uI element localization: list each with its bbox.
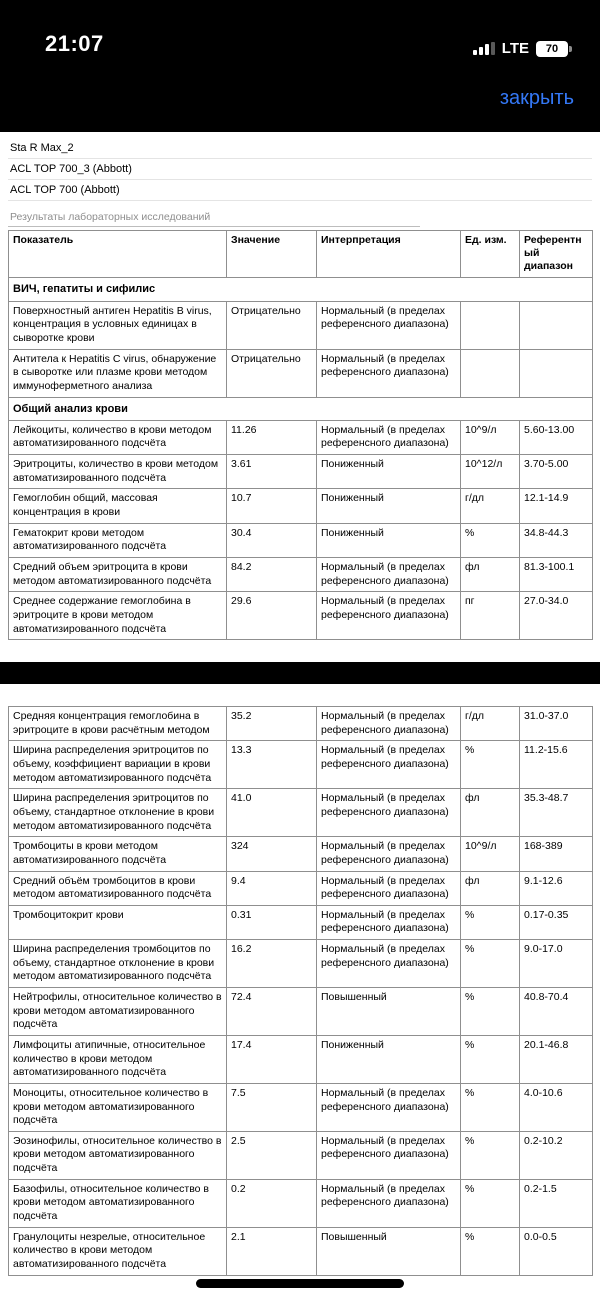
result-row	[9, 871, 593, 905]
status-time: 21:07	[45, 31, 104, 56]
section-title: Общий анализ крови	[9, 397, 593, 420]
range-cell: 9.1-12.6	[520, 871, 593, 905]
nav-bar	[0, 65, 600, 132]
unit-cell: 10^9/л	[461, 837, 520, 871]
range-cell: 20.1-46.8	[520, 1035, 593, 1083]
interpretation-cell: Повышенный	[317, 1227, 461, 1275]
interpretation-cell: Нормальный (в пределах референсного диапазона)	[317, 1179, 461, 1227]
interpretation-cell: Нормальный (в пределах референсного диапазона)	[317, 871, 461, 905]
param-cell: Нейтрофилы, относительное количество в крови методом автоматизированного подсчёта	[9, 988, 227, 1036]
unit-cell	[461, 349, 520, 397]
param-cell: Гематокрит крови методом автоматизированного подсчёта	[9, 523, 227, 557]
table-header-row	[9, 231, 593, 278]
interpretation-cell: Нормальный (в пределах референсного диапазона)	[317, 301, 461, 349]
result-row	[9, 420, 593, 454]
results-table-page1	[8, 230, 593, 640]
param-cell: Средний объём тромбоцитов в крови методом автоматизированного подсчёта	[9, 871, 227, 905]
range-cell: 31.0-37.0	[520, 707, 593, 741]
result-row	[9, 557, 593, 591]
home-indicator[interactable]	[196, 1279, 404, 1288]
unit-cell: %	[461, 940, 520, 988]
unit-cell: фл	[461, 557, 520, 591]
value-cell: 16.2	[227, 940, 317, 988]
unit-cell	[461, 301, 520, 349]
col-header-reference-range: Референтный диапазон	[520, 231, 593, 278]
analyzer-item: ACL TOP 700_3 (Abbott)	[8, 159, 592, 180]
range-cell: 9.0-17.0	[520, 940, 593, 988]
unit-cell: %	[461, 988, 520, 1036]
value-cell: 13.3	[227, 741, 317, 789]
param-cell: Гемоглобин общий, массовая концентрация в крови	[9, 489, 227, 523]
param-cell: Моноциты, относительное количество в крови методом автоматизированного подсчёта	[9, 1083, 227, 1131]
unit-cell: пг	[461, 592, 520, 640]
range-cell: 40.8-70.4	[520, 988, 593, 1036]
status-bar	[0, 0, 600, 65]
value-cell: 41.0	[227, 789, 317, 837]
value-cell: 3.61	[227, 455, 317, 489]
param-cell: Антитела к Hepatitis C virus, обнаружение в сыворотке или плазме крови методом иммуноферметного анализа	[9, 349, 227, 397]
unit-cell: г/дл	[461, 489, 520, 523]
interpretation-cell: Нормальный (в пределах референсного диапазона)	[317, 592, 461, 640]
section-title: ВИЧ, гепатиты и сифилис	[9, 278, 593, 301]
param-cell: Базофилы, относительное количество в крови методом автоматизированного подсчёта	[9, 1179, 227, 1227]
result-row	[9, 741, 593, 789]
interpretation-cell: Нормальный (в пределах референсного диапазона)	[317, 707, 461, 741]
interpretation-cell: Пониженный	[317, 1035, 461, 1083]
value-cell: 2.1	[227, 1227, 317, 1275]
result-row	[9, 1083, 593, 1131]
battery-percent: 70	[545, 42, 559, 55]
unit-cell: %	[461, 1179, 520, 1227]
interpretation-cell: Нормальный (в пределах референсного диапазона)	[317, 940, 461, 988]
interpretation-cell: Нормальный (в пределах референсного диапазона)	[317, 837, 461, 871]
result-row	[9, 301, 593, 349]
unit-cell: %	[461, 905, 520, 939]
param-cell: Поверхностный антиген Hepatitis B virus, концентрация в условных единицах в сыворотке крови	[9, 301, 227, 349]
result-row	[9, 707, 593, 741]
param-cell: Тромбоциты в крови методом автоматизированного подсчёта	[9, 837, 227, 871]
range-cell: 81.3-100.1	[520, 557, 593, 591]
results-table-page2	[8, 706, 593, 1275]
value-cell: 2.5	[227, 1131, 317, 1179]
param-cell: Эозинофилы, относительное количество в крови методом автоматизированного подсчёта	[9, 1131, 227, 1179]
interpretation-cell: Нормальный (в пределах референсного диапазона)	[317, 905, 461, 939]
param-cell: Среднее содержание гемоглобина в эритроците в крови методом автоматизированного подсчёта	[9, 592, 227, 640]
range-cell	[520, 301, 593, 349]
unit-cell: 10^9/л	[461, 420, 520, 454]
result-row	[9, 349, 593, 397]
param-cell: Ширина распределения эритроцитов по объему, коэффициент вариации в крови методом автоматизированного подсчёта	[9, 741, 227, 789]
result-row	[9, 940, 593, 988]
range-cell: 4.0-10.6	[520, 1083, 593, 1131]
result-row	[9, 1227, 593, 1275]
range-cell: 5.60-13.00	[520, 420, 593, 454]
interpretation-cell: Нормальный (в пределах референсного диапазона)	[317, 557, 461, 591]
range-cell: 0.17-0.35	[520, 905, 593, 939]
param-cell: Ширина распределения тромбоцитов по объему, стандартное отклонение в крови методом автоматизированного подсчёта	[9, 940, 227, 988]
result-row	[9, 592, 593, 640]
result-row	[9, 1179, 593, 1227]
value-cell: 11.26	[227, 420, 317, 454]
interpretation-cell: Нормальный (в пределах референсного диапазона)	[317, 1131, 461, 1179]
param-cell: Средняя концентрация гемоглобина в эритроците в крови расчётным методом	[9, 707, 227, 741]
interpretation-cell: Нормальный (в пределах референсного диапазона)	[317, 741, 461, 789]
interpretation-cell: Повышенный	[317, 988, 461, 1036]
range-cell: 11.2-15.6	[520, 741, 593, 789]
result-row	[9, 988, 593, 1036]
result-row	[9, 489, 593, 523]
value-cell: 84.2	[227, 557, 317, 591]
unit-cell: г/дл	[461, 707, 520, 741]
param-cell: Лимфоциты атипичные, относительное количество в крови методом автоматизированного подсчёта	[9, 1035, 227, 1083]
col-header-unit: Ед. изм.	[461, 231, 520, 278]
page-break-bar	[0, 662, 600, 684]
interpretation-cell: Нормальный (в пределах референсного диапазона)	[317, 1083, 461, 1131]
unit-cell: фл	[461, 789, 520, 837]
status-indicators	[473, 40, 572, 57]
battery-icon	[536, 41, 568, 57]
value-cell: 29.6	[227, 592, 317, 640]
interpretation-cell: Нормальный (в пределах референсного диапазона)	[317, 789, 461, 837]
result-row	[9, 905, 593, 939]
result-row	[9, 837, 593, 871]
section-row	[9, 278, 593, 301]
network-type-label: LTE	[501, 40, 529, 57]
interpretation-cell: Нормальный (в пределах референсного диапазона)	[317, 349, 461, 397]
result-row	[9, 1131, 593, 1179]
range-cell: 12.1-14.9	[520, 489, 593, 523]
range-cell: 0.2-1.5	[520, 1179, 593, 1227]
unit-cell: %	[461, 523, 520, 557]
result-row	[9, 523, 593, 557]
range-cell: 34.8-44.3	[520, 523, 593, 557]
range-cell: 168-389	[520, 837, 593, 871]
param-cell: Лейкоциты, количество в крови методом автоматизированного подсчёта	[9, 420, 227, 454]
param-cell: Средний объем эритроцита в крови методом автоматизированного подсчёта	[9, 557, 227, 591]
range-cell: 3.70-5.00	[520, 455, 593, 489]
value-cell: 9.4	[227, 871, 317, 905]
range-cell: 35.3-48.7	[520, 789, 593, 837]
value-cell: 324	[227, 837, 317, 871]
section-row	[9, 397, 593, 420]
document-scroll-view[interactable]	[0, 132, 600, 1276]
value-cell: 30.4	[227, 523, 317, 557]
param-cell: Гранулоциты незрелые, относительное количество в крови методом автоматизированного подсчёта	[9, 1227, 227, 1275]
param-cell: Эритроциты, количество в крови методом автоматизированного подсчёта	[9, 455, 227, 489]
value-cell: Отрицательно	[227, 349, 317, 397]
close-button[interactable]: закрыть	[499, 87, 574, 109]
unit-cell: %	[461, 741, 520, 789]
analyzer-item: Sta R Max_2	[8, 138, 592, 159]
result-row	[9, 1035, 593, 1083]
value-cell: 17.4	[227, 1035, 317, 1083]
range-cell	[520, 349, 593, 397]
interpretation-cell: Пониженный	[317, 523, 461, 557]
report-caption: Результаты лабораторных исследований	[8, 211, 420, 227]
value-cell: 72.4	[227, 988, 317, 1036]
result-row	[9, 455, 593, 489]
unit-cell: %	[461, 1083, 520, 1131]
unit-cell: %	[461, 1131, 520, 1179]
col-header-interpretation: Интерпретация	[317, 231, 461, 278]
param-cell: Ширина распределения эритроцитов по объему, стандартное отклонение в крови методом автоматизированного подсчёта	[9, 789, 227, 837]
range-cell: 27.0-34.0	[520, 592, 593, 640]
unit-cell: фл	[461, 871, 520, 905]
col-header-value: Значение	[227, 231, 317, 278]
cellular-signal-icon	[473, 42, 495, 55]
value-cell: 35.2	[227, 707, 317, 741]
result-row	[9, 789, 593, 837]
col-header-indicator: Показатель	[9, 231, 227, 278]
value-cell: 7.5	[227, 1083, 317, 1131]
range-cell: 0.0-0.5	[520, 1227, 593, 1275]
interpretation-cell: Пониженный	[317, 455, 461, 489]
range-cell: 0.2-10.2	[520, 1131, 593, 1179]
value-cell: Отрицательно	[227, 301, 317, 349]
unit-cell: %	[461, 1227, 520, 1275]
value-cell: 0.2	[227, 1179, 317, 1227]
analyzer-item: ACL TOP 700 (Abbott)	[8, 180, 592, 201]
value-cell: 0.31	[227, 905, 317, 939]
interpretation-cell: Пониженный	[317, 489, 461, 523]
param-cell: Тромбоцитокрит крови	[9, 905, 227, 939]
unit-cell: %	[461, 1035, 520, 1083]
interpretation-cell: Нормальный (в пределах референсного диапазона)	[317, 420, 461, 454]
value-cell: 10.7	[227, 489, 317, 523]
unit-cell: 10^12/л	[461, 455, 520, 489]
